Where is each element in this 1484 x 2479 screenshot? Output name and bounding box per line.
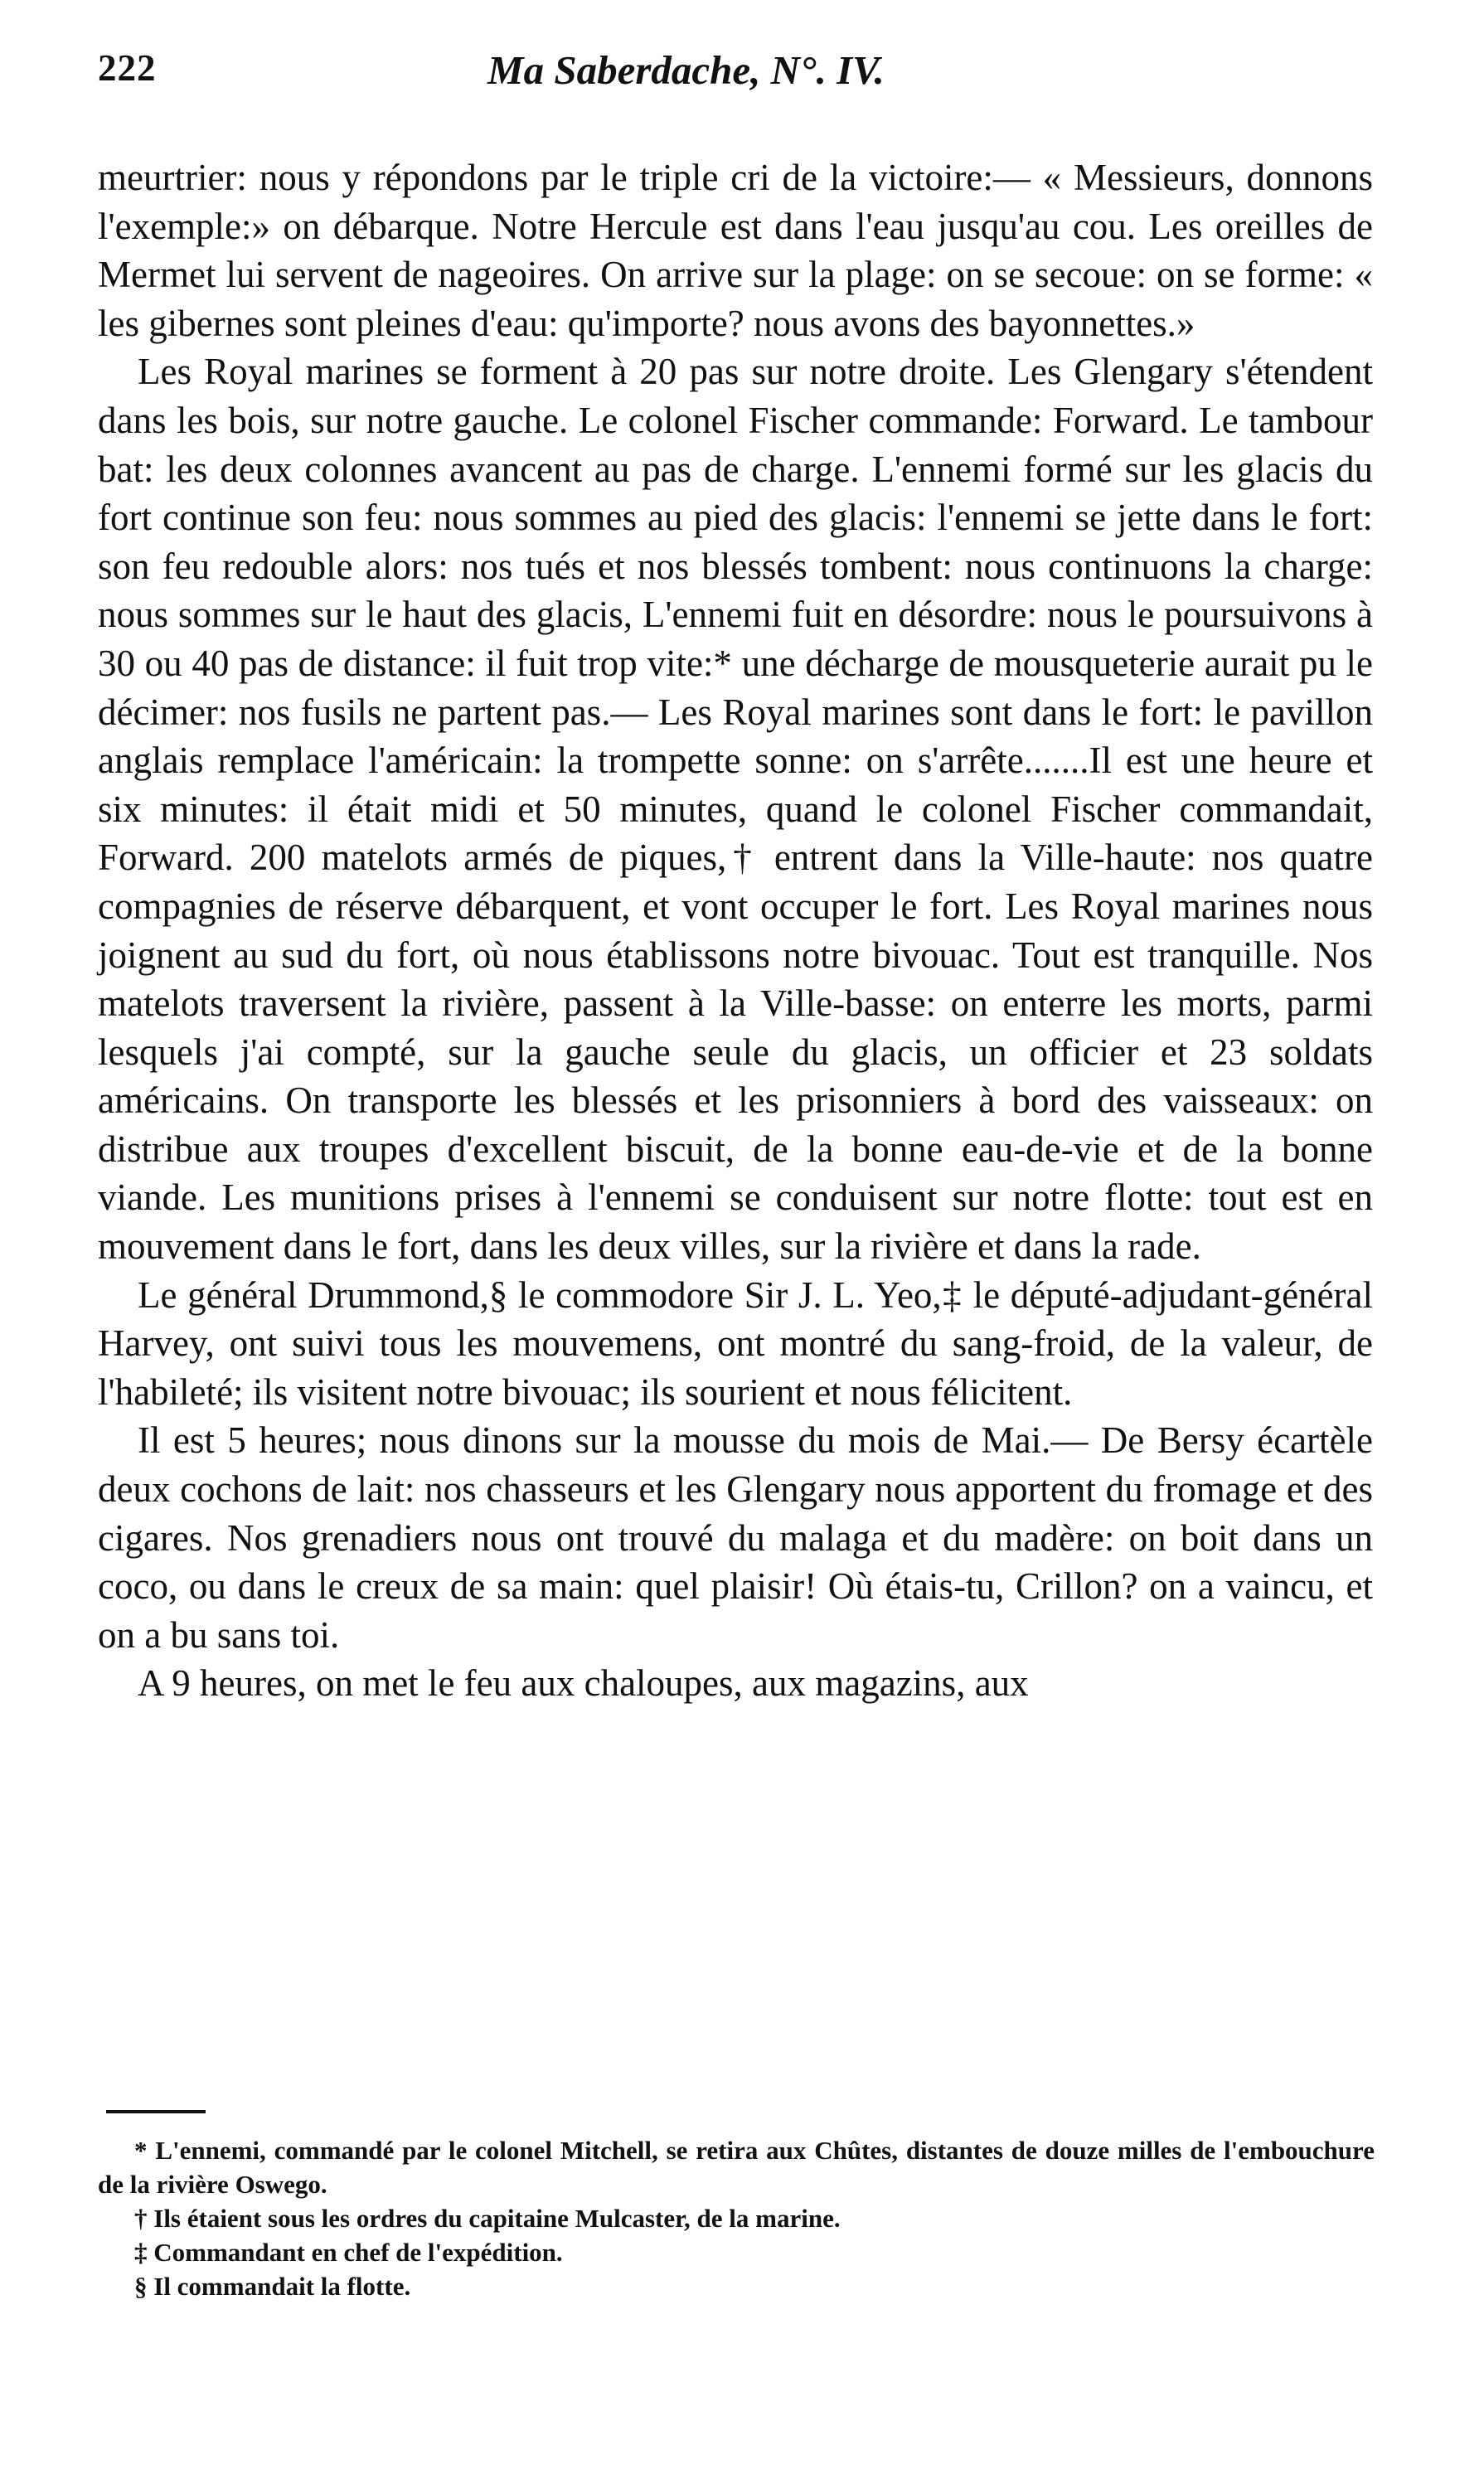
- footnote-dagger: † Ils étaient sous les ordres du capitaine Mulcaster, de la marine.: [134, 2204, 841, 2233]
- paragraph-assault: Les Royal marines se forment à 20 pas sur notre droite. Les Glengary s'étendent dans les bois, sur notre gauche. Le colonel Fischer commande: Forward. Le tambour bat: les deux colonnes avancent au pas de charge. L'ennemi formé sur les glacis du fort continue son feu: nous sommes au pied des glacis: l'ennemi se jette dans le fort: son feu redouble alors: nos tués et nos blessés tombent: nous continuons la charge: nous sommes sur le haut des glacis, L'ennemi fuit en désordre: nous le poursuivons à 30 ou 40 pas de distance: il fuit trop vite:* une décharge de mousqueterie aurait pu le décimer: nos fusils ne partent pas.— Les Royal marines sont dans le fort: le pavillon anglais remplace l'américain: la trompette sonne: on s'arrête.......Il est une heure et six minutes: il était midi et 50 minutes, quand le colonel Fischer commandait, Forward. 200 matelots armés de piques,† entrent dans la Ville-haute: nos quatre compagnies de réserve débarquent, et vont occuper le fort. Les Royal marines nous joignent au sud du fort, où nous établissons notre bivouac. Tout est tranquille. Nos matelots traversent la rivière, passent à la Ville-basse: on enterre les morts, parmi lesquels j'ai compté, sur la gauche seule du glacis, un officier et 23 soldats américains. On transporte les blessés et les prisonniers à bord des vaisseaux: on distribue aux troupes d'excellent biscuit, de la bonne eau-de-vie et de la bonne viande. Les munitions prises à l'ennemi se conduisent sur notre flotte: tout est en mouvement dans le fort, dans les deux villes, sur la rivière et dans la rade.: [98, 351, 1373, 1268]
- footnotes: [98, 2133, 1375, 2303]
- body-text: [98, 153, 1373, 1708]
- footnote-divider: [106, 2110, 206, 2113]
- paragraph-dinner: Il est 5 heures; nous dinons sur la mousse du mois de Mai.— De Bersy écartèle deux cochons de lait: nos chasseurs et les Glengary nous apportent du fromage et des cigares. Nos grenadiers nous ont trouvé du malaga et du madère: on boit dans un coco, ou dans le creux de sa main: quel plaisir! Où étais-tu, Crillon? on a vaincu, et on a bu sans toi.: [98, 1419, 1373, 1656]
- paragraph-evening: A 9 heures, on met le feu aux chaloupes, aux magazins, aux: [138, 1662, 1029, 1705]
- page-header: [98, 46, 1388, 113]
- paragraph-officers: Le général Drummond,§ le commodore Sir J. L. Yeo,‡ le député-adjudant-général Harvey, ont suivi tous les mouvemens, ont montré du sang-froid, de la valeur, de l'habileté; ils visitent notre bivouac; ils sourient et nous félicitent.: [98, 1273, 1373, 1413]
- paragraph-continuation: meurtrier: nous y répondons par le triple cri de la victoire:— « Messieurs, donnons l'exemple:» on débarque. Notre Hercule est dans l'eau jusqu'au cou. Les oreilles de Mermet lui servent de nageoires. On arrive sur la plage: on se secoue: on se forme: « les gibernes sont pleines d'eau: qu'importe? nous avons des bayonnettes.»: [98, 157, 1373, 344]
- page-number: 222: [98, 47, 157, 89]
- footnote-double-dagger: ‡ Commandant en chef de l'expédition.: [134, 2238, 563, 2267]
- footnote-asterisk: * L'ennemi, commandé par le colonel Mitchell, se retira aux Chûtes, distantes de douze milles de l'embouchure de la rivière Oswego.: [98, 2136, 1375, 2199]
- running-title: Ma Saberdache, N°. IV.: [487, 47, 885, 93]
- footnote-section: § Il commandait la flotte.: [134, 2272, 411, 2301]
